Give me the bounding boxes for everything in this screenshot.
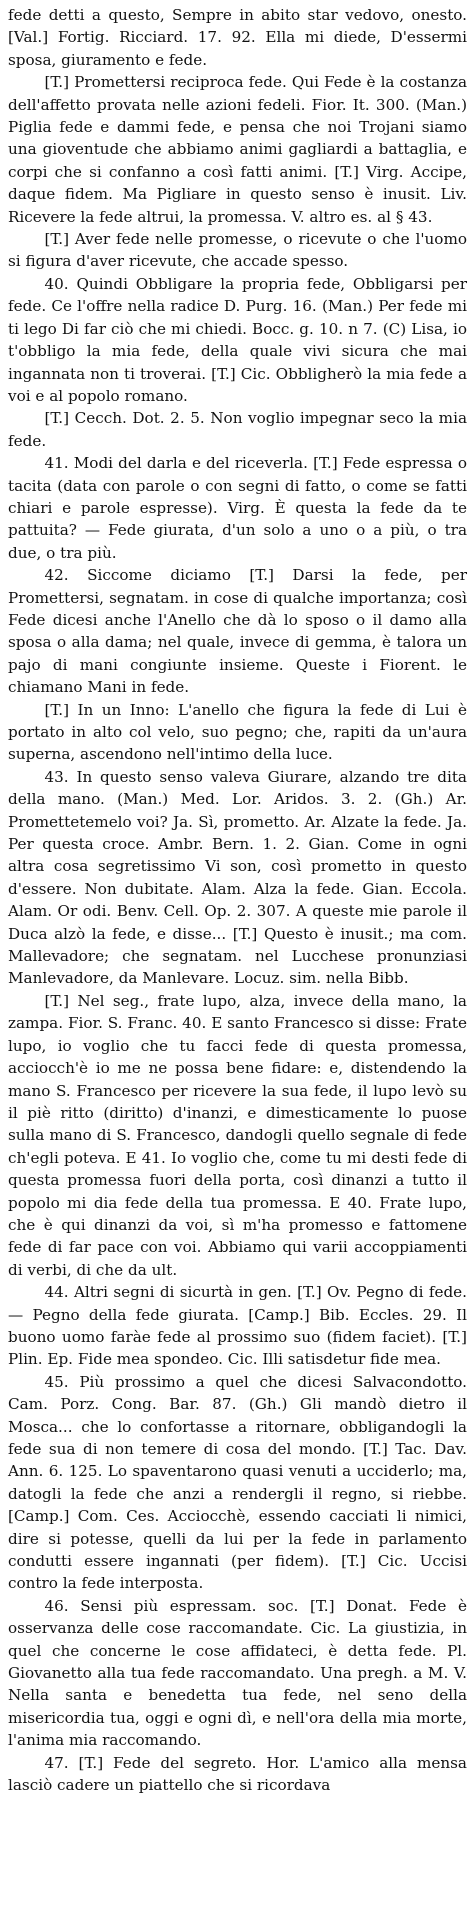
entry-continuation-paragraph: fede detti a questo, Sempre in abito star vedovo, onesto. [Val.] Fortig. Ricciard. 17. 92. Ella mi diede, D'essermi sposa, giuramento e fede.: [8, 6, 467, 69]
section-43: 43. In questo senso valeva Giurare, alzando tre dita della mano. (Man.) Med. Lor. Aridos. 3. 2. (Gh.) Ar. Promettetemelo voi? Ja. Sì, prometto. Ar. Alzate la fede. Ja. Per questa croce. Ambr. Bern. 1. 2. Gian. Come in ogni altra cosa segretissimo Vi son, così prometto in questo d'essere. Non dubitate. Alam. Alza la fede. Gian. Eccola. Alam. Or odi. Benv. Cell. Op. 2. 307. A queste mie parole il Duca alzò la fede, e disse... [T.] Questo è inusit.; ma com. Mallevadore; che segnatam. nel Lucchese pronunziasi Manlevadore, da Manlevare. Locuz. sim. nella Bibb.: [8, 767, 467, 988]
section-44: 44. Altri segni di sicurtà in gen. [T.] Ov. Pegno di fede. — Pegno della fede giurata. [Camp.] Bib. Eccles. 29. Il buono uomo faràe fede al prossimo suo (fidem faciet). [T.] Plin. Ep. Fide mea spondeo. Cic. Illi satisdetur fide mea.: [8, 1283, 467, 1369]
paragraph-faith-in-promises: [T.] Aver fede nelle promesse, o ricevute o che l'uomo si figura d'aver ricevute, che accade spesso.: [8, 230, 467, 271]
section-47: 47. [T.] Fede del segreto. Hor. L'amico alla mensa lasciò cadere un piattello che si ricordava: [8, 1753, 467, 1795]
section-42-note: [T.] In un Inno: L'anello che figura la fede di Lui è portato in alto col velo, suo pegno; che, rapiti da un'aura superna, ascendono nell'intimo della luce.: [8, 700, 467, 764]
section-43-note: [T.] Nel seg., frate lupo, alza, invece della mano, la zampa. Fior. S. Franc. 40. E santo Francesco si disse: Frate lupo, io voglio che tu facci fede di questa promessa, acciocch'è io me ne possa bene fidare: e, distendendo la mano S. Francesco per ricevere la sua fede, il lupo levò su il piè ritto (diritto) d'inanzi, e dimesticamente lo puose sulla mano di S. Francesco, dandogli quello segnale di fede ch'egli poteva. E 41. Io voglio che, come tu mi desti fede di questa promessa fuori della porta, così dinanzi a tutto il popolo mi dia fede della tua promessa. E 40. Frate lupo, che è qui dinanzi da voi, sì m'ha promesso e fattomene fede di far pace con voi. Abbiamo qui varii accoppiamenti di verbi, di che da ult.: [8, 991, 467, 1279]
section-41: 41. Modi del darla e del riceverla. [T.] Fede espressa o tacita (data con parole o con segni di fatto, o come se fatti chiari e parole espresse). Virg. È questa la fede da te pattuita? — Fede giurata, d'un solo a uno o a più, o tra due, o tra più.: [8, 454, 467, 562]
section-42: 42. Siccome diciamo [T.] Darsi la fede, per Promettersi, segnatam. in cose di qualche importanza; così Fede dicesi anche l'Anello che dà lo sposo o il damo alla sposa o alla dama; nel quale, invece di gemma, è talora un pajo di mani congiunte insieme. Queste i Fiorent. le chiamano Mani in fede.: [8, 566, 467, 697]
section-40: 40. Quindi Obbligare la propria fede, Obbligarsi per fede. Ce l'offre nella radice D. Purg. 16. (Man.) Per fede mi ti lego Di far ciò che mi chiedi. Bocc. g. 10. n 7. (C) Lisa, io t'obbligo la mia fede, della quale vivi sicura che mai ingannata non ti troverai. [T.] Cic. Obbligherò la mia fede a voi e al popolo romano.: [8, 274, 467, 405]
section-46: 46. Sensi più espressam. soc. [T.] Donat. Fede è osservanza delle cose raccomandate. Cic. La giustizia, in quel che concerne le cose affidateci, è detta fede. Pl. Giovanetto alla tua fede raccomandato. Una pregh. a M. V. Nella santa e benedetta tua fede, nel seno della misericordia tua, oggi e ogni dì, e nell'ora della mia morte, l'anima mia raccomando.: [8, 1596, 467, 1750]
paragraph-reciprocal-faith: [T.] Promettersi reciproca fede. Qui Fede è la costanza dell'affetto provata nelle azioni fedeli. Fior. It. 300. (Man.) Piglia fede e dammi fede, e pensa che noi Trojani siamo una gioventude che abbiamo animi gagliardi a battaglia, e corpi che si confanno a così fatti animi. [T.] Virg. Accipe, daque fidem. Ma Pigliare in questo senso è inusit. Liv. Ricevere la fede altrui, la promessa. V. altro es. al § 43.: [8, 73, 467, 226]
section-40-note: [T.] Cecch. Dot. 2. 5. Non voglio impegnar seco la mia fede.: [8, 409, 467, 450]
section-45: 45. Più prossimo a quel che dicesi Salvacondotto. Cam. Porz. Cong. Bar. 87. (Gh.) Gli mandò dietro il Mosca... che lo confortasse a ritornare, obbligandogli la fede sua di non temere di cosa del mondo. [T.] Tac. Dav. Ann. 6. 125. Lo spaventarono quasi venuti a ucciderlo; ma, datogli la fede che anzi a rendergli il regno, si riebbe. [Camp.] Com. Ces. Acciocchè, essendo cacciati li nimici, dire si potesse, quelli da lui per la fede in parlamento condutti essere ingannati (per fidem). [T.] Cic. Uccisi contro la fede interposta.: [8, 1372, 467, 1593]
